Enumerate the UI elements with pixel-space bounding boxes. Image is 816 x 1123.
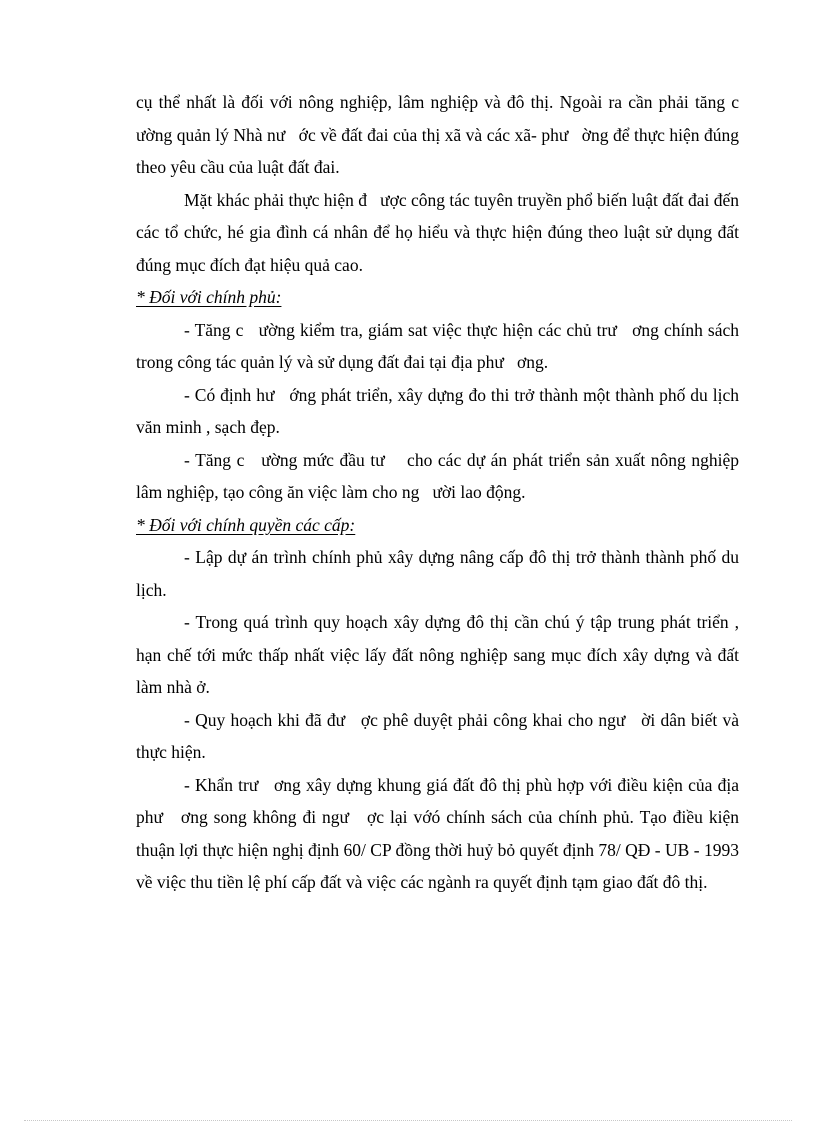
heading-local-authorities-text: * Đối với chính quyền các cấp:	[136, 514, 356, 535]
document-page	[136, 86, 753, 899]
heading-local-authorities	[136, 509, 739, 542]
paragraph-land-management: cụ thể nhất là đối với nông nghiệp, lâm nghiệp và đô thị. Ngoài ra cần phải tăng c ường quản lý Nhà nư ớc về đất đai của thị xã và các xã- phư ờng để thực hiện đúng theo yêu cầu của luật đất đai.	[136, 92, 753, 177]
bullet-land-price: - Khẩn trư ơng xây dựng khung giá đất đô thị phù hợp với điều kiện của địa phư ơng song không đi ngư ợc lại vớó chính sách của chính phủ. Tạo điều kiện thuận lợi thực hiện nghị định 60/ CP đồng thời huỷ bỏ quyết định 78/ QĐ - UB - 1993 về việc thu tiền lệ phí cấp đất và việc các ngành ra quyết định tạm giao đất đô thị.	[136, 774, 744, 892]
bullet-development-orientation: - Có định hư ớng phát triển, xây dựng đo thi trở thành một thành phố du lịch văn minh , sạch đẹp.	[136, 384, 744, 437]
heading-government	[136, 281, 739, 314]
paragraph-propaganda: Mặt khác phải thực hiện đ ược công tác tuyên truyền phổ biến luật đất đai đến các tổ chức, hé gia đình cá nhân để họ hiểu và thực hiện đúng theo luật sử dụng đất đúng mục đích đạt hiệu quả cao.	[136, 189, 744, 275]
bullet-urban-planning: - Trong quá trình quy hoạch xây dựng đô thị cần chú ý tập trung phát triển , hạn chế tới mức thấp nhất việc lấy đất nông nghiệp sang mục đích xây dựng và đất làm nhà ở.	[136, 612, 744, 697]
bullet-tourism-city: - Lập dự án trình chính phủ xây dựng nâng cấp đô thị trở thành thành phố du lịch.	[136, 547, 744, 600]
heading-government-text: * Đối với chính phủ:	[136, 287, 282, 307]
bullet-inspection: - Tăng c ường kiểm tra, giám sat việc thực hiện các chủ trư ơng chính sách trong công tác quản lý và sử dụng đất đai tại địa phư ơng.	[136, 319, 744, 372]
bullet-plan-publicity: - Quy hoạch khi đã đư ợc phê duyệt phải công khai cho ngư ời dân biết và thực hiện.	[136, 709, 744, 762]
page-bottom-divider	[24, 1120, 792, 1121]
bullet-investment: - Tăng c ường mức đầu tư cho các dự án phát triển sản xuất nông nghiệp lâm nghiệp, tạo công ăn việc làm cho ng ười lao động.	[136, 449, 744, 502]
